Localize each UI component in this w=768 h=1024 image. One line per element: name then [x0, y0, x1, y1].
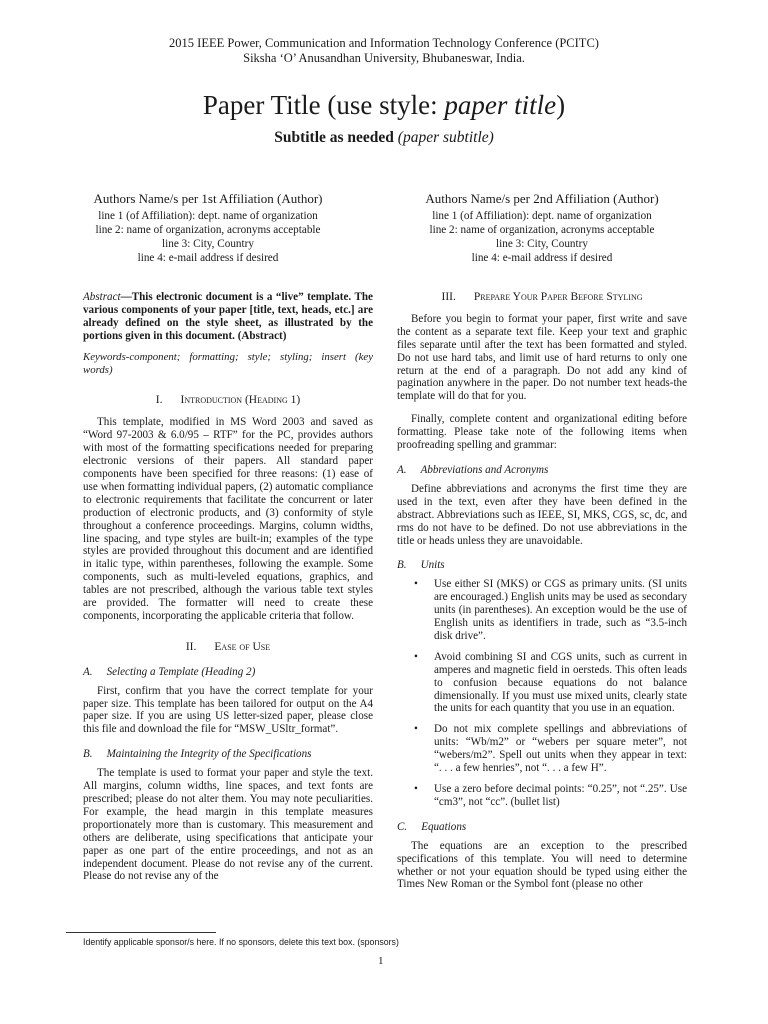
- list-item-text: Use either SI (MKS) or CGS as primary units. (SI units are encouraged.) English units may be used as secondary units (in parentheses). An exception would be the use of English units as identifiers in trade, such as “3.5-inch disk drive”.: [434, 578, 687, 642]
- subsection-heading: [397, 559, 687, 572]
- section-title: Prepare Your Paper Before Styling: [473, 291, 643, 303]
- left-column: [83, 291, 373, 883]
- section-heading: [397, 291, 687, 304]
- section-title: Introduction (Heading 1): [180, 394, 301, 407]
- title-close: ): [556, 90, 566, 120]
- paragraph: Before you begin to format your paper, first write and save the content as a separate text file. Keep your text and graphic files separate until after the text has been formatted and styled. Do not use hard tabs, and limit use of hard returns to only one return at the end of a paragraph. Do not add any kind of pagination anywhere in the paper. Do not number text heads-the template will do that for you.: [397, 312, 687, 403]
- title-text: Paper Title (use style:: [202, 90, 445, 120]
- paragraph: Define abbreviations and acronyms the first time they are used in the text, even after they have been defined in the abstract. Abbreviations such as IEEE, SI, MKS, CGS, sc, dc, and rms do not have to be defined. Do not use abbreviations in the title or heads unless they are unavoidable.: [397, 482, 687, 547]
- bullet-icon: •: [414, 783, 418, 795]
- author-name: Authors Name/s per 2nd Affiliation (Author): [425, 191, 659, 206]
- paper-title: [0, 88, 768, 122]
- conference-header: [0, 36, 768, 66]
- bullet-icon: •: [414, 650, 418, 663]
- section-heading: [83, 641, 373, 654]
- page-number: 1: [378, 955, 384, 967]
- list-item-text: Use a zero before decimal points: “0.25”, not “.25”. Use “cm3”, not “cc”. (bullet list): [434, 783, 687, 808]
- affiliation-line: line 1 (of Affiliation): dept. name of organization: [432, 210, 652, 222]
- bullet-icon: •: [414, 723, 418, 736]
- section-number: I.: [155, 394, 163, 407]
- subsection-title: Units: [420, 559, 445, 572]
- section-heading: [83, 394, 373, 407]
- affiliation-line: line 2: name of organization, acronyms acceptable: [429, 224, 655, 236]
- title-italic: paper title: [444, 90, 557, 120]
- conference-line-1: 2015 IEEE Power, Communication and Information Technology Conference (PCITC): [169, 36, 599, 50]
- footnote-divider: [66, 932, 216, 933]
- affiliation-line: line 3: City, Country: [496, 238, 588, 250]
- affiliation-line: line 1 (of Affiliation): dept. name of organization: [98, 210, 318, 222]
- author-block-2: [397, 190, 687, 265]
- subsection-number: B.: [83, 748, 93, 761]
- conference-line-2: Siksha ‘O’ Anusandhan University, Bhubaneswar, India.: [243, 51, 525, 65]
- abstract-dash: —: [120, 291, 132, 303]
- paragraph: This template, modified in MS Word 2003 and saved as “Word 97-2003 & 6.0/95 – RTF” for the PC, provides authors with most of the formatting specifications needed for preparing electronic versions of their papers. All standard paper components have been specified for three reasons: (1) ease of use when formatting individual papers, (2) automatic compliance to electronic requirements that facilitate the concurrent or later production of electronic products, and (3) conformity of style throughout a conference proceedings. Margins, column widths, line spacing, and type styles are built-in; examples of the type styles are provided throughout this document and are identified in italic type, within parentheses, following the example. Some components, such as multi-leveled equations, graphics, and tables are not prescribed, although the various table text styles are provided. The formatter will need to create these components, incorporating the applicable criteria that follow.: [83, 416, 373, 622]
- subtitle-italic: (paper subtitle): [397, 129, 494, 146]
- subsection-heading: [83, 748, 373, 761]
- abstract-label: Abstract: [83, 291, 121, 303]
- list-item: [414, 578, 687, 643]
- author-block-1: [63, 190, 353, 265]
- footnote: Identify applicable sponsor/s here. If no sponsors, delete this text box. (sponsors): [83, 937, 399, 947]
- affiliation-line: line 2: name of organization, acronyms acceptable: [95, 224, 321, 236]
- bullet-icon: •: [414, 578, 418, 591]
- list-item: [414, 723, 687, 775]
- paragraph: Finally, complete content and organizational editing before formatting. Please take note of the following items when proofreading spelling and grammar:: [397, 413, 687, 452]
- affiliation-line: line 4: e-mail address if desired: [137, 252, 279, 264]
- affiliation-line: line 4: e-mail address if desired: [471, 252, 613, 264]
- subsection-title: Equations: [421, 820, 467, 833]
- subsection-heading: [397, 464, 687, 477]
- paragraph: The template is used to format your paper and style the text. All margins, column widths, line spaces, and text fonts are prescribed; please do not alter them. You may note peculiarities. For example, the head margin in this template measures proportionately more than is customary. This measurement and others are deliberate, using specifications that anticipate your paper as one part of the entire proceedings, and not as an independent document. Please do not revise any of the current. Please do not revise any of the: [83, 767, 373, 883]
- paragraph: First, confirm that you have the correct template for your paper size. This template has been tailored for output on the A4 paper size. If you are using US letter-sized paper, please close this file and download the file for “MSW_USltr_format”.: [83, 684, 373, 736]
- paragraph-gap: [397, 403, 687, 413]
- subsection-title: Abbreviations and Acronyms: [420, 463, 549, 476]
- abstract: [83, 291, 373, 343]
- list-item: [414, 783, 687, 809]
- section-title: Ease of Use: [214, 640, 271, 653]
- author-name: Authors Name/s per 1st Affiliation (Author): [93, 191, 323, 206]
- subsection-heading: [83, 666, 373, 679]
- abstract-text: This electronic document is a “live” template. The various components of your paper [title, text, heads, etc.] are already defined on the style sheet, as illustrated by the portions given in this document. (Abstract): [83, 291, 373, 342]
- affiliation-line: line 3: City, Country: [162, 238, 254, 250]
- list-item-text: Do not mix complete spellings and abbreviations of units: “Wb/m2” or “webers per square meter”, not “webers/m2”. Spell out units when they appear in text: “. . . a few henries”, not “. . . a few H”.: [434, 723, 687, 775]
- paper-subtitle: [0, 128, 768, 148]
- subtitle-text: Subtitle as needed: [274, 129, 398, 146]
- subsection-title: Maintaining the Integrity of the Specifications: [106, 748, 312, 761]
- subsection-heading: [397, 821, 687, 834]
- subsection-number: C.: [397, 820, 408, 833]
- list-item-text: Avoid combining SI and CGS units, such as current in amperes and magnetic field in oersteds. This often leads to confusion because equations do not balance dimensionally. If you must use mixed units, clearly state the units for each quantity that you use in an equation.: [434, 650, 687, 715]
- subsection-number: A.: [83, 665, 93, 678]
- subsection-number: B.: [397, 559, 407, 572]
- paragraph: The equations are an exception to the prescribed specifications of this template. You will need to determine whether or not your equation should be typed using either the Times New Roman or the Symbol font (please no other: [397, 839, 687, 891]
- list-item: [414, 650, 687, 716]
- subsection-title: Selecting a Template (Heading 2): [106, 665, 256, 678]
- section-number: II.: [185, 640, 197, 653]
- bullet-list: [397, 578, 687, 809]
- section-number: III.: [441, 291, 456, 303]
- keywords: Keywords-component; formatting; style; styling; insert (key words): [83, 350, 373, 376]
- subsection-number: A.: [397, 463, 407, 476]
- right-column: [397, 291, 687, 891]
